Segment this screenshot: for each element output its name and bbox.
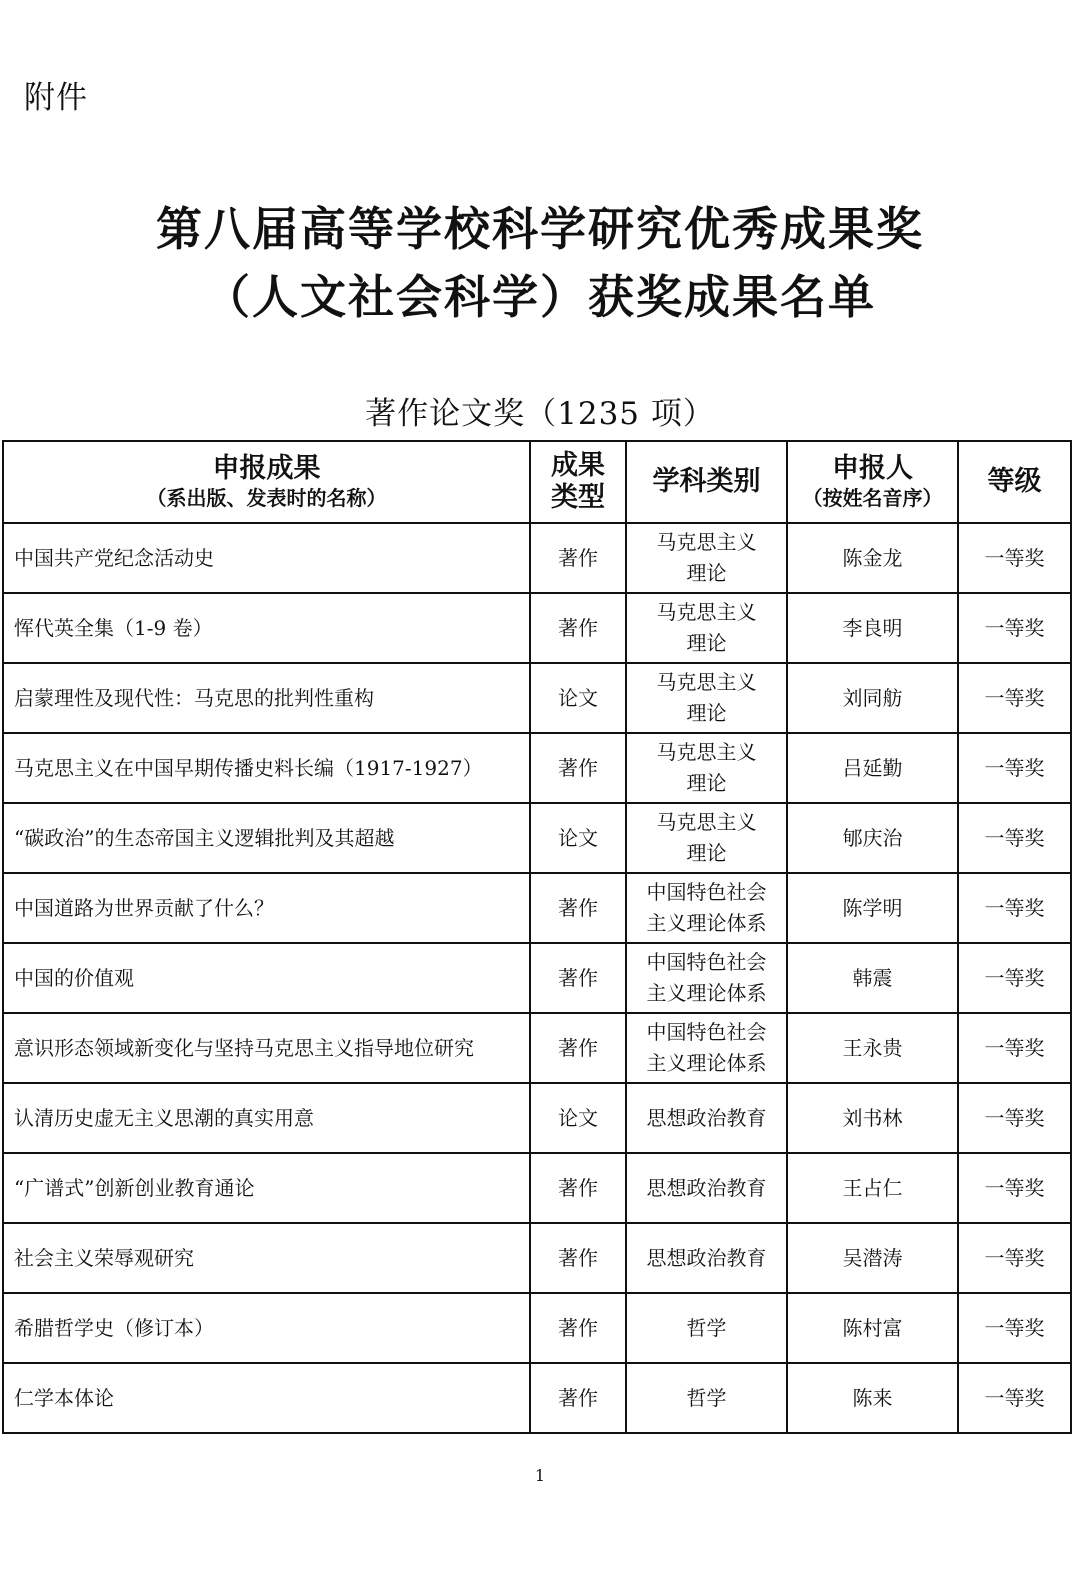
cell-discipline-line1: 中国特色社会 xyxy=(646,950,767,974)
cell-applicant: 王占仁 xyxy=(787,1153,958,1223)
cell-applicant: 刘同舫 xyxy=(787,663,958,733)
cell-discipline-line2: 主义理论体系 xyxy=(646,981,767,1005)
header-type xyxy=(530,441,626,523)
table-row xyxy=(3,1013,1071,1083)
cell-work-name: “广谱式”创新创业教育通论 xyxy=(3,1153,530,1223)
cell-grade: 一等奖 xyxy=(958,1363,1071,1433)
awards-table xyxy=(2,440,1072,1434)
cell-applicant: 陈村富 xyxy=(787,1293,958,1363)
cell-discipline-line1: 哲学 xyxy=(686,1315,727,1340)
header-work xyxy=(3,441,530,523)
cell-discipline-line1: 思想政治教育 xyxy=(646,1245,767,1270)
page-number: 1 xyxy=(534,1466,546,1485)
header-discipline: 学科类别 xyxy=(626,441,787,523)
cell-grade: 一等奖 xyxy=(958,1083,1071,1153)
header-applicant-note: （按姓名音序） xyxy=(802,486,943,510)
cell-work-name: 认清历史虚无主义思潮的真实用意 xyxy=(3,1083,530,1153)
cell-applicant: 韩震 xyxy=(787,943,958,1013)
cell-applicant: 郇庆治 xyxy=(787,803,958,873)
document-title-line2: （人文社会科学）获奖成果名单 xyxy=(204,270,876,324)
cell-work-name: 仁学本体论 xyxy=(3,1363,530,1433)
cell-grade: 一等奖 xyxy=(958,803,1071,873)
cell-discipline xyxy=(626,1083,787,1153)
table-row xyxy=(3,943,1071,1013)
cell-grade: 一等奖 xyxy=(958,873,1071,943)
cell-work-name: 中国共产党纪念活动史 xyxy=(3,523,530,593)
attachment-label: 附件 xyxy=(24,80,88,116)
cell-work-name: 启蒙理性及现代性：马克思的批判性重构 xyxy=(3,663,530,733)
cell-discipline-line2: 理论 xyxy=(686,631,727,655)
header-work-note: （系出版、发表时的名称） xyxy=(146,486,387,510)
cell-discipline-line1: 哲学 xyxy=(686,1385,727,1410)
table-row xyxy=(3,1293,1071,1363)
table-row xyxy=(3,1083,1071,1153)
cell-type: 著作 xyxy=(530,1013,626,1083)
cell-discipline xyxy=(626,1223,787,1293)
table-header-row xyxy=(3,441,1071,523)
cell-work-name: “碳政治”的生态帝国主义逻辑批判及其超越 xyxy=(3,803,530,873)
cell-discipline-line2: 理论 xyxy=(686,701,727,725)
cell-discipline xyxy=(626,593,787,663)
cell-type: 著作 xyxy=(530,873,626,943)
cell-applicant: 吕延勤 xyxy=(787,733,958,803)
table-row xyxy=(3,1153,1071,1223)
cell-discipline xyxy=(626,1013,787,1083)
cell-type: 著作 xyxy=(530,523,626,593)
cell-discipline-line1: 马克思主义 xyxy=(656,530,757,554)
cell-applicant: 刘书林 xyxy=(787,1083,958,1153)
cell-type: 论文 xyxy=(530,663,626,733)
cell-grade: 一等奖 xyxy=(958,943,1071,1013)
cell-discipline xyxy=(626,733,787,803)
cell-discipline-line1: 中国特色社会 xyxy=(646,880,767,904)
cell-work-name: 意识形态领域新变化与坚持马克思主义指导地位研究 xyxy=(3,1013,530,1083)
cell-discipline-line2: 理论 xyxy=(686,771,727,795)
cell-type: 著作 xyxy=(530,1293,626,1363)
table-row xyxy=(3,523,1071,593)
cell-grade: 一等奖 xyxy=(958,1013,1071,1083)
cell-applicant: 陈学明 xyxy=(787,873,958,943)
cell-discipline xyxy=(626,663,787,733)
cell-grade: 一等奖 xyxy=(958,1293,1071,1363)
cell-type: 著作 xyxy=(530,943,626,1013)
table-row xyxy=(3,1363,1071,1433)
cell-applicant: 陈来 xyxy=(787,1363,958,1433)
header-work-label: 申报成果 xyxy=(212,453,321,484)
cell-type: 著作 xyxy=(530,1223,626,1293)
cell-applicant: 陈金龙 xyxy=(787,523,958,593)
cell-discipline xyxy=(626,1363,787,1433)
cell-grade: 一等奖 xyxy=(958,733,1071,803)
table-row xyxy=(3,873,1071,943)
cell-work-name: 中国道路为世界贡献了什么？ xyxy=(3,873,530,943)
cell-work-name: 社会主义荣辱观研究 xyxy=(3,1223,530,1293)
cell-discipline-line1: 思想政治教育 xyxy=(646,1105,767,1130)
header-applicant-label: 申报人 xyxy=(832,453,913,484)
cell-work-name: 恽代英全集（1-9 卷） xyxy=(3,593,530,663)
cell-type: 著作 xyxy=(530,733,626,803)
cell-discipline xyxy=(626,1293,787,1363)
header-type-line1: 成果 xyxy=(551,450,605,481)
table-body xyxy=(3,523,1071,1433)
table-row xyxy=(3,733,1071,803)
cell-applicant: 李良明 xyxy=(787,593,958,663)
table-row xyxy=(3,803,1071,873)
cell-grade: 一等奖 xyxy=(958,1223,1071,1293)
cell-discipline-line1: 马克思主义 xyxy=(656,670,757,694)
cell-type: 著作 xyxy=(530,1153,626,1223)
cell-discipline xyxy=(626,523,787,593)
cell-grade: 一等奖 xyxy=(958,1153,1071,1223)
cell-discipline xyxy=(626,943,787,1013)
section-title: 著作论文奖（1235 项） xyxy=(365,396,715,432)
cell-grade: 一等奖 xyxy=(958,663,1071,733)
cell-applicant: 王永贵 xyxy=(787,1013,958,1083)
cell-discipline-line1: 思想政治教育 xyxy=(646,1175,767,1200)
cell-discipline xyxy=(626,1153,787,1223)
cell-discipline-line2: 理论 xyxy=(686,841,727,865)
cell-type: 著作 xyxy=(530,1363,626,1433)
table-row xyxy=(3,663,1071,733)
cell-discipline-line2: 主义理论体系 xyxy=(646,911,767,935)
cell-discipline xyxy=(626,803,787,873)
cell-discipline xyxy=(626,873,787,943)
cell-grade: 一等奖 xyxy=(958,593,1071,663)
header-type-line2: 类型 xyxy=(551,482,605,513)
cell-work-name: 希腊哲学史（修订本） xyxy=(3,1293,530,1363)
cell-work-name: 中国的价值观 xyxy=(3,943,530,1013)
cell-discipline-line1: 中国特色社会 xyxy=(646,1020,767,1044)
cell-type: 著作 xyxy=(530,593,626,663)
table-row xyxy=(3,593,1071,663)
header-grade: 等级 xyxy=(958,441,1071,523)
cell-discipline-line1: 马克思主义 xyxy=(656,600,757,624)
cell-discipline-line2: 理论 xyxy=(686,561,727,585)
cell-discipline-line1: 马克思主义 xyxy=(656,740,757,764)
table-row xyxy=(3,1223,1071,1293)
cell-work-name: 马克思主义在中国早期传播史料长编（1917-1927） xyxy=(3,733,530,803)
document-title-line1: 第八届高等学校科学研究优秀成果奖 xyxy=(156,202,924,256)
cell-type: 论文 xyxy=(530,1083,626,1153)
header-applicant xyxy=(787,441,958,523)
cell-applicant: 吴潜涛 xyxy=(787,1223,958,1293)
cell-grade: 一等奖 xyxy=(958,523,1071,593)
cell-discipline-line1: 马克思主义 xyxy=(656,810,757,834)
cell-type: 论文 xyxy=(530,803,626,873)
cell-discipline-line2: 主义理论体系 xyxy=(646,1051,767,1075)
